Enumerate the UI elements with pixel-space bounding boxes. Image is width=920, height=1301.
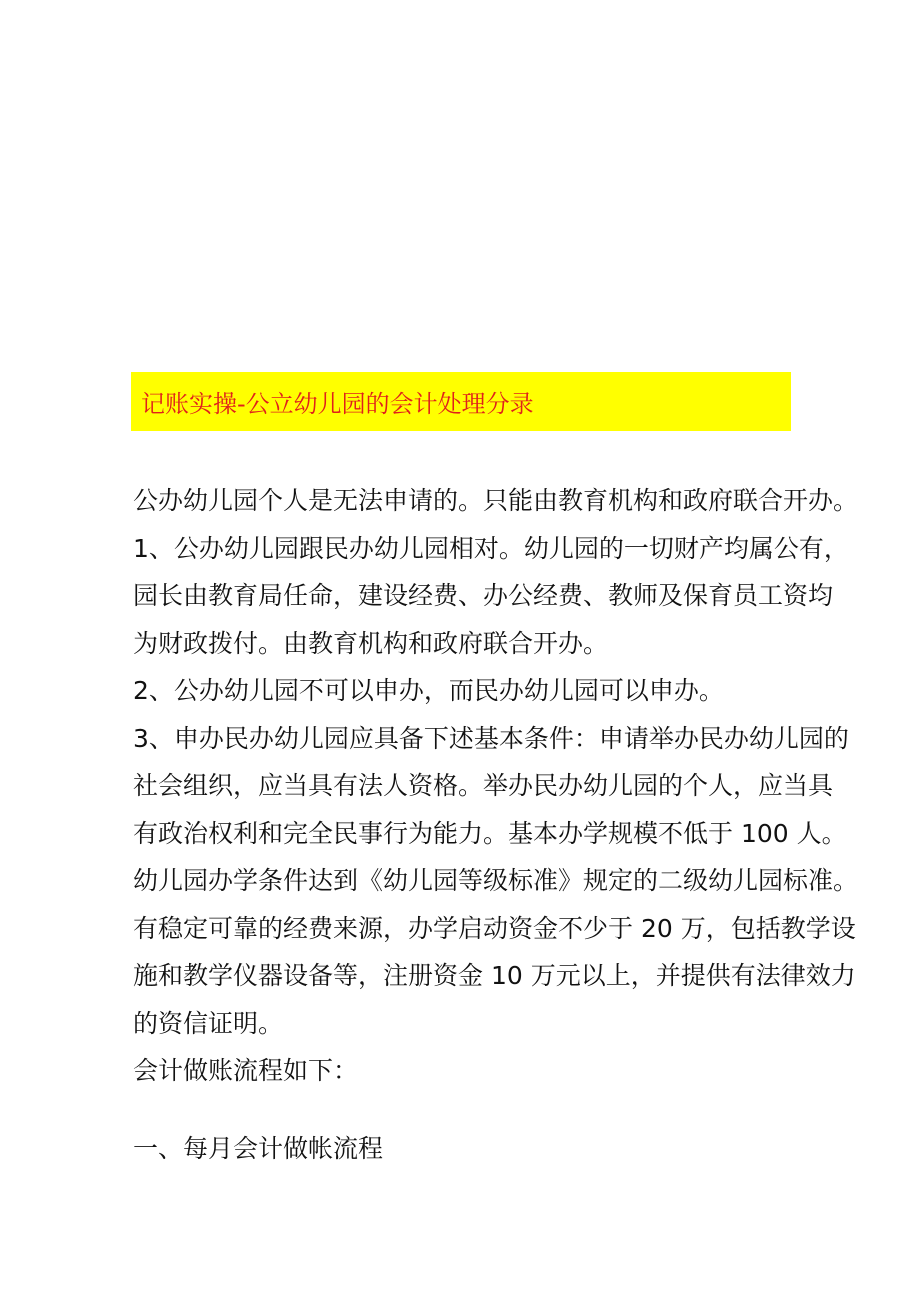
body-line-point-3: 3、申办民办幼儿园应具备下述基本条件：申请举办民办幼儿园的 [133,723,849,753]
body-line-intro: 公办幼儿园个人是无法申请的。只能由教育机构和政府联合开办。 [133,486,859,515]
section-heading: 一、每月会计做帐流程 [133,1134,384,1163]
body-line: 园长由教育局任命，建设经费、办公经费、教师及保育员工资均 [133,581,834,610]
body-text [133,477,859,1095]
body-line-point-2: 2、公办幼儿园不可以申办，而民办幼儿园可以申办。 [133,676,724,705]
title-banner [131,372,791,431]
body-line: 幼儿园办学条件达到《幼儿园等级标准》规定的二级幼儿园标准。 [133,866,859,895]
document-title: 记账实操-公立幼儿园的会计处理分录 [141,390,534,418]
body-line-process-intro: 会计做账流程如下： [133,1056,359,1085]
body-line-point-1: 1、公办幼儿园跟民办幼儿园相对。幼儿园的一切财产均属公有， [133,533,849,563]
body-line: 有政治权利和完全民事行为能力。基本办学规模不低于 100 人。 [133,818,847,848]
body-line: 社会组织，应当具有法人资格。举办民办幼儿园的个人，应当具 [133,771,834,800]
body-line: 有稳定可靠的经费来源，办学启动资金不少于 20 万，包括教学设 [133,913,856,943]
body-line: 为财政拨付。由教育机构和政府联合开办。 [133,628,609,658]
body-line: 的资信证明。 [133,1008,284,1038]
body-line: 施和教学仪器设备等，注册资金 10 万元以上，并提供有法律效力 [133,961,856,990]
